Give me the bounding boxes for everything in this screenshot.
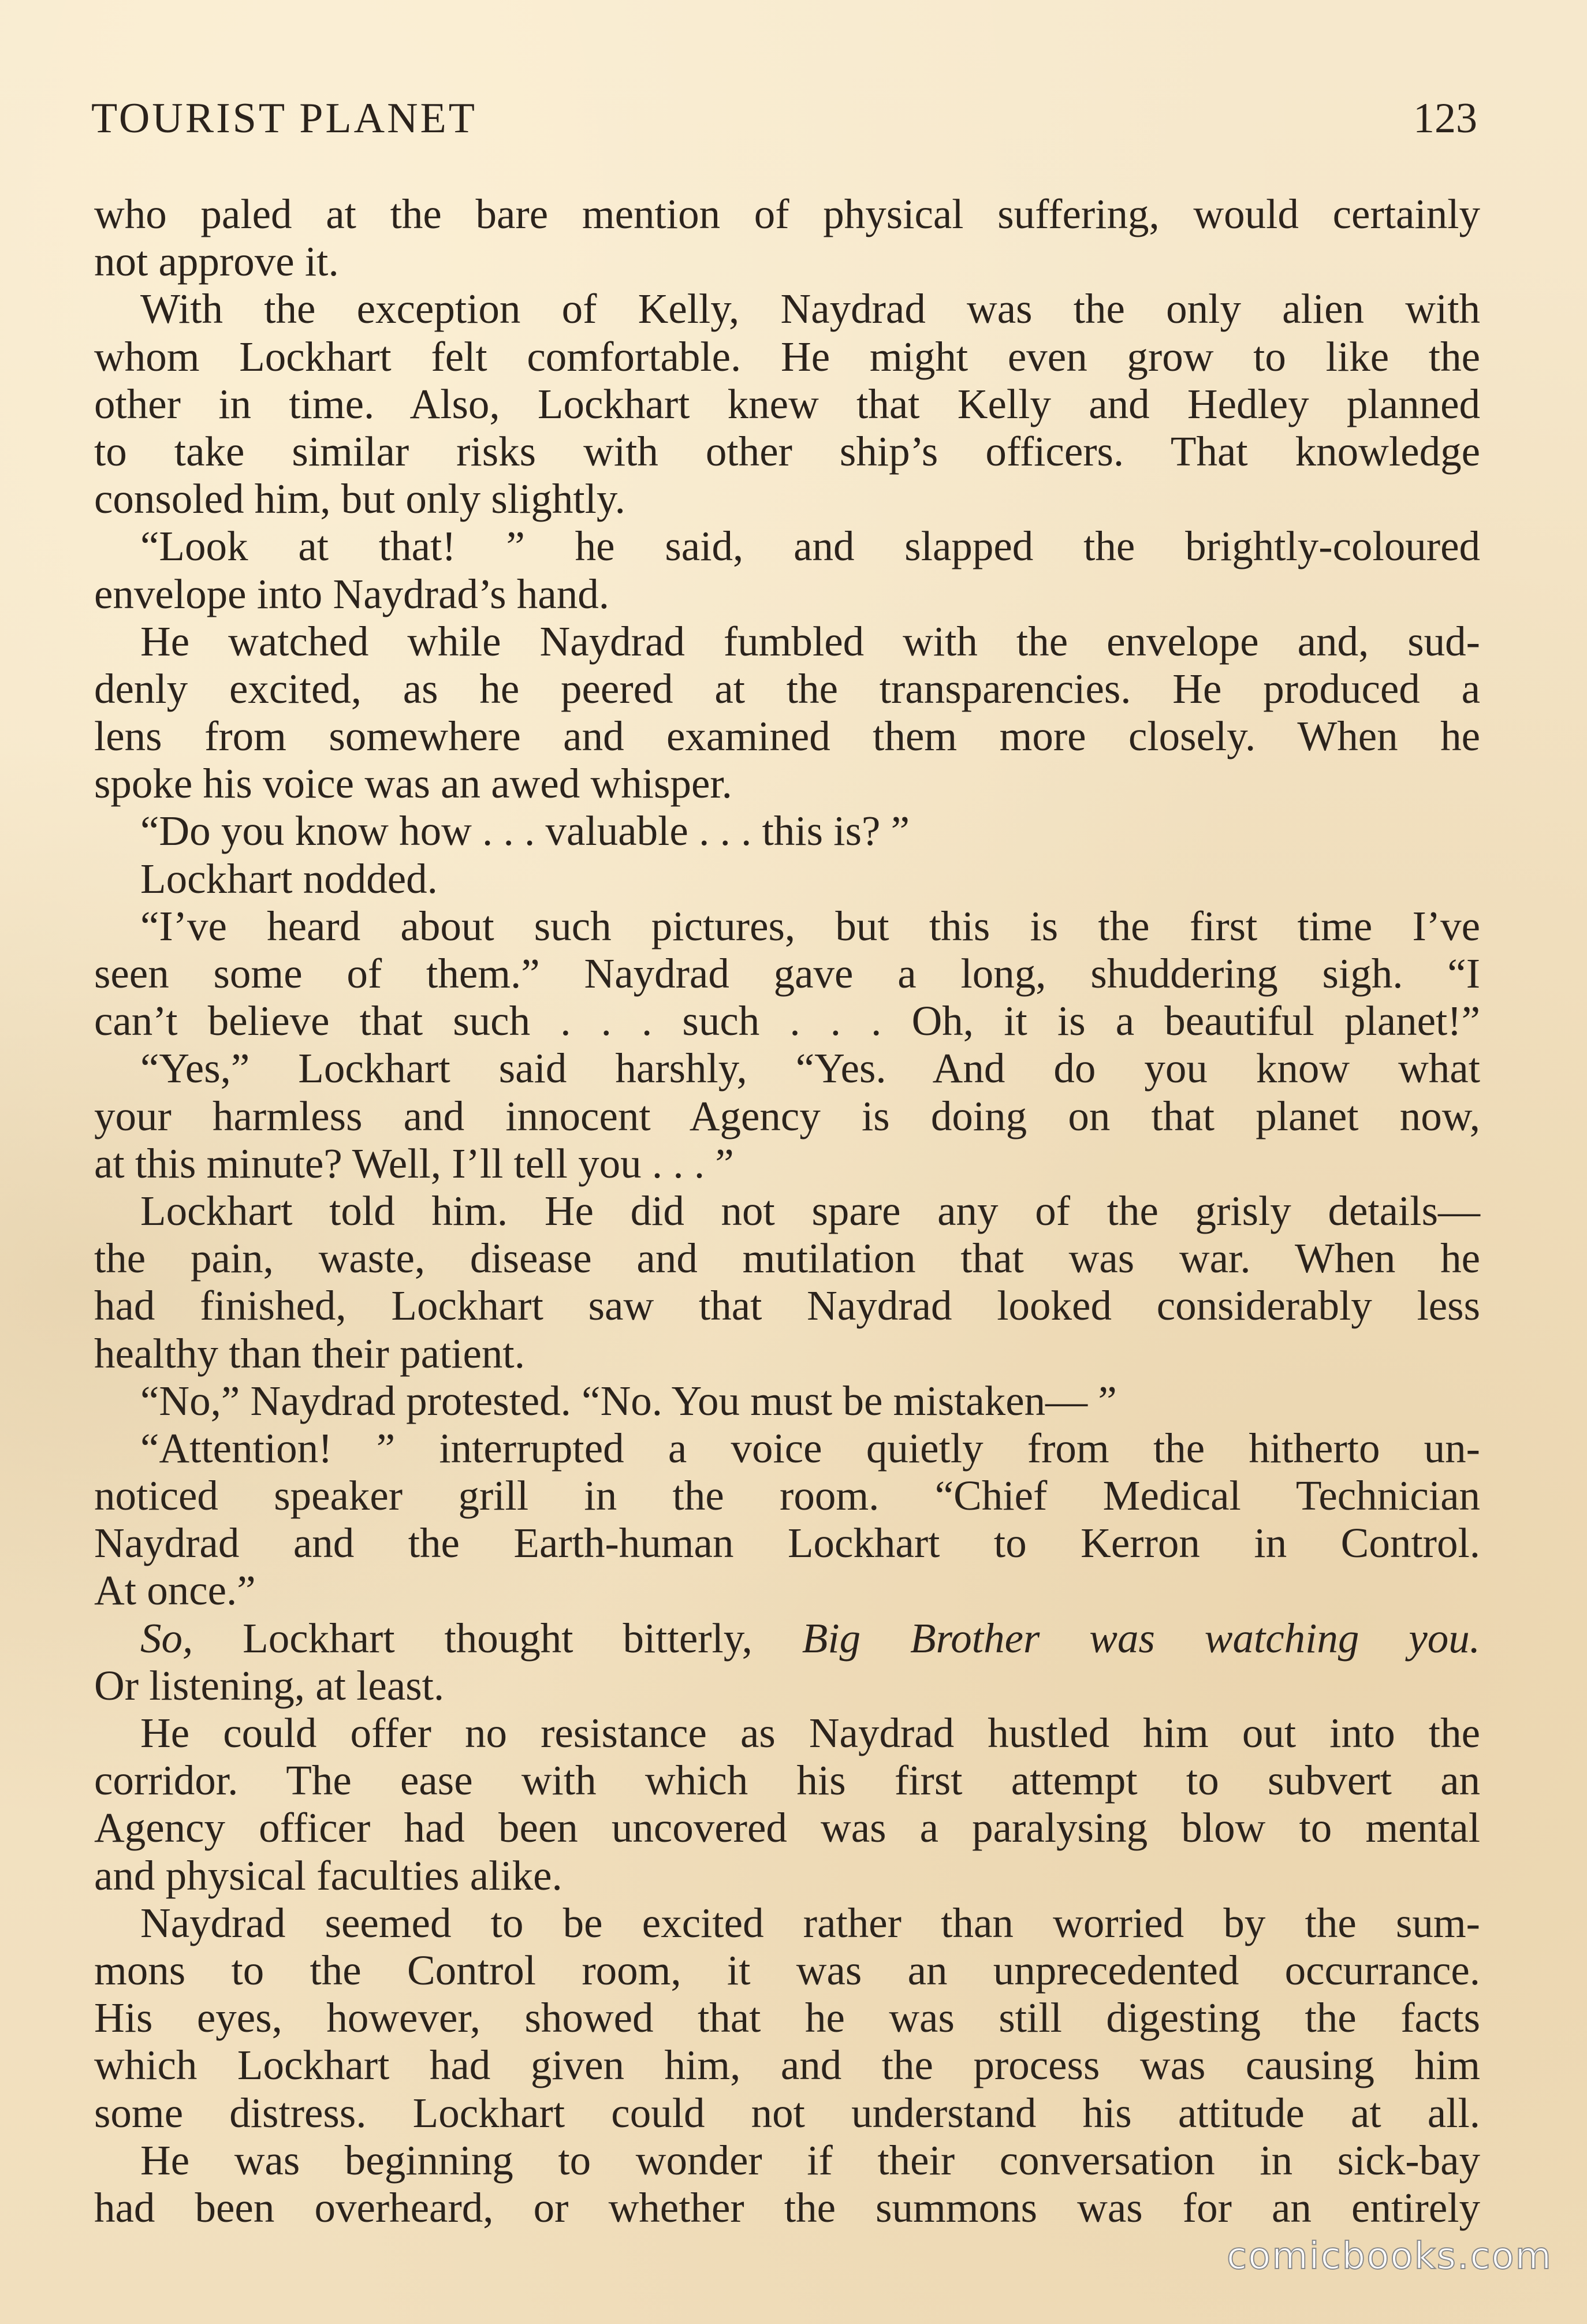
text-segment: He could offer no resistance as Naydrad hustled him out into the bbox=[140, 1710, 1480, 1756]
text-segment: “Look at that! ” he said, and slapped the brightly-coloured bbox=[140, 523, 1480, 570]
text-segment: at this minute? Well, I’ll tell you . . . ” bbox=[94, 1139, 734, 1187]
running-head bbox=[91, 87, 1477, 150]
text-segment: can’t believe that such . . . such . . . Oh, it is a beautiful planet!” bbox=[94, 997, 1480, 1045]
text-line bbox=[94, 807, 1480, 855]
text-segment: not approve it. bbox=[94, 238, 339, 285]
text-segment: Lockhart nodded. bbox=[140, 855, 438, 902]
text-segment: noticed speaker grill in the room. “Chief Medical Technician bbox=[94, 1472, 1480, 1519]
text-line bbox=[94, 1710, 1480, 1757]
text-segment: “No,” Naydrad protested. “No. You must be mistaken— ” bbox=[140, 1377, 1117, 1424]
text-segment: to take similar risks with other ship’s officers. That knowledge bbox=[94, 427, 1480, 475]
text-line bbox=[94, 1377, 1480, 1425]
text-line bbox=[94, 238, 1480, 285]
italic-text: Big Brother was watching you. bbox=[802, 1614, 1480, 1662]
text-segment: the pain, waste, disease and mutilation that was war. When he bbox=[94, 1235, 1480, 1282]
text-line bbox=[94, 1994, 1480, 2042]
text-segment: healthy than their patient. bbox=[94, 1329, 525, 1377]
text-segment: corridor. The ease with which his first attempt to subvert an bbox=[94, 1757, 1480, 1804]
text-line bbox=[94, 1282, 1480, 1329]
text-line bbox=[94, 1757, 1480, 1804]
watermark-logo: comicbooks.com bbox=[1226, 2235, 1552, 2278]
running-title: TOURIST PLANET bbox=[91, 95, 477, 142]
text-line bbox=[94, 571, 1480, 618]
text-segment: mons to the Control room, it was an unprecedented occurrance. bbox=[94, 1946, 1480, 1994]
text-line bbox=[94, 1662, 1480, 1710]
text-line bbox=[94, 713, 1480, 760]
text-segment: seen some of them.” Naydrad gave a long, shuddering sigh. “I bbox=[94, 950, 1480, 997]
text-line bbox=[94, 903, 1480, 950]
text-segment: some distress. Lockhart could not understand his attitude at all. bbox=[94, 2089, 1480, 2136]
text-segment: envelope into Naydrad’s hand. bbox=[94, 570, 609, 617]
text-line bbox=[94, 1567, 1480, 1614]
text-line bbox=[94, 1140, 1480, 1187]
text-line bbox=[94, 1519, 1480, 1567]
text-line bbox=[94, 1472, 1480, 1519]
text-line bbox=[94, 618, 1480, 665]
text-segment: your harmless and innocent Agency is doing on that planet now, bbox=[94, 1092, 1480, 1139]
text-segment: “I’ve heard about such pictures, but this is the first time I’ve bbox=[140, 902, 1480, 949]
text-line bbox=[94, 428, 1480, 475]
text-line bbox=[94, 1093, 1480, 1140]
text-line bbox=[94, 1947, 1480, 1994]
text-segment: He watched while Naydrad fumbled with the envelope and, sud- bbox=[140, 617, 1480, 665]
text-segment: His eyes, however, showed that he was still digesting the facts bbox=[94, 1994, 1480, 2042]
text-segment: Agency officer had been uncovered was a paralysing blow to mental bbox=[94, 1804, 1480, 1852]
page-number: 123 bbox=[1413, 95, 1477, 142]
text-line bbox=[94, 1900, 1480, 1947]
text-line bbox=[94, 2137, 1480, 2184]
body-text bbox=[94, 191, 1480, 2232]
text-segment: With the exception of Kelly, Naydrad was the only alien with bbox=[140, 285, 1480, 333]
text-segment: “Do you know how . . . valuable . . . this is? ” bbox=[140, 807, 910, 855]
text-line bbox=[94, 1187, 1480, 1235]
text-line bbox=[94, 2090, 1480, 2137]
text-line bbox=[94, 665, 1480, 713]
text-segment: “Attention! ” interrupted a voice quietly from the hitherto un- bbox=[140, 1424, 1480, 1472]
text-segment: had been overheard, or whether the summons was for an entirely bbox=[94, 2184, 1480, 2231]
text-segment: He was beginning to wonder if their conversation in sick-bay bbox=[140, 2136, 1480, 2184]
text-segment: At once.” bbox=[94, 1567, 256, 1614]
text-segment: Lockhart thought bitterly, bbox=[193, 1614, 802, 1662]
text-segment: consoled him, but only slightly. bbox=[94, 475, 625, 523]
text-line bbox=[94, 2184, 1480, 2232]
text-line bbox=[94, 475, 1480, 523]
text-line bbox=[94, 2042, 1480, 2089]
italic-text: So, bbox=[140, 1614, 193, 1662]
text-line bbox=[94, 1804, 1480, 1852]
text-line bbox=[94, 855, 1480, 903]
text-line bbox=[94, 1235, 1480, 1282]
text-line bbox=[94, 381, 1480, 428]
text-segment: had finished, Lockhart saw that Naydrad looked considerably less bbox=[94, 1282, 1480, 1329]
text-segment: spoke his voice was an awed whisper. bbox=[94, 760, 732, 807]
text-line bbox=[94, 191, 1480, 238]
text-segment: Naydrad seemed to be excited rather than worried by the sum- bbox=[140, 1899, 1480, 1946]
text-line bbox=[94, 523, 1480, 570]
text-segment: other in time. Also, Lockhart knew that Kelly and Hedley planned bbox=[94, 380, 1480, 427]
text-line bbox=[94, 1615, 1480, 1662]
text-line bbox=[94, 285, 1480, 333]
text-segment: lens from somewhere and examined them more closely. When he bbox=[94, 713, 1480, 760]
text-line bbox=[94, 1852, 1480, 1900]
text-line bbox=[94, 1045, 1480, 1092]
text-segment: whom Lockhart felt comfortable. He might even grow to like the bbox=[94, 333, 1480, 380]
text-segment: which Lockhart had given him, and the process was causing him bbox=[94, 2042, 1480, 2089]
text-line bbox=[94, 997, 1480, 1045]
text-line bbox=[94, 1330, 1480, 1377]
text-line bbox=[94, 950, 1480, 997]
text-segment: and physical faculties alike. bbox=[94, 1852, 562, 1899]
text-segment: denly excited, as he peered at the transparencies. He produced a bbox=[94, 665, 1480, 712]
text-segment: “Yes,” Lockhart said harshly, “Yes. And do you know what bbox=[140, 1045, 1480, 1092]
text-segment: Naydrad and the Earth-human Lockhart to Kerron in Control. bbox=[94, 1519, 1480, 1567]
text-segment: Lockhart told him. He did not spare any of the grisly details— bbox=[140, 1187, 1480, 1234]
text-line bbox=[94, 1425, 1480, 1472]
text-segment: who paled at the bare mention of physical suffering, would certainly bbox=[94, 191, 1480, 237]
text-line bbox=[94, 760, 1480, 807]
text-segment: Or listening, at least. bbox=[94, 1662, 445, 1709]
text-line bbox=[94, 333, 1480, 381]
